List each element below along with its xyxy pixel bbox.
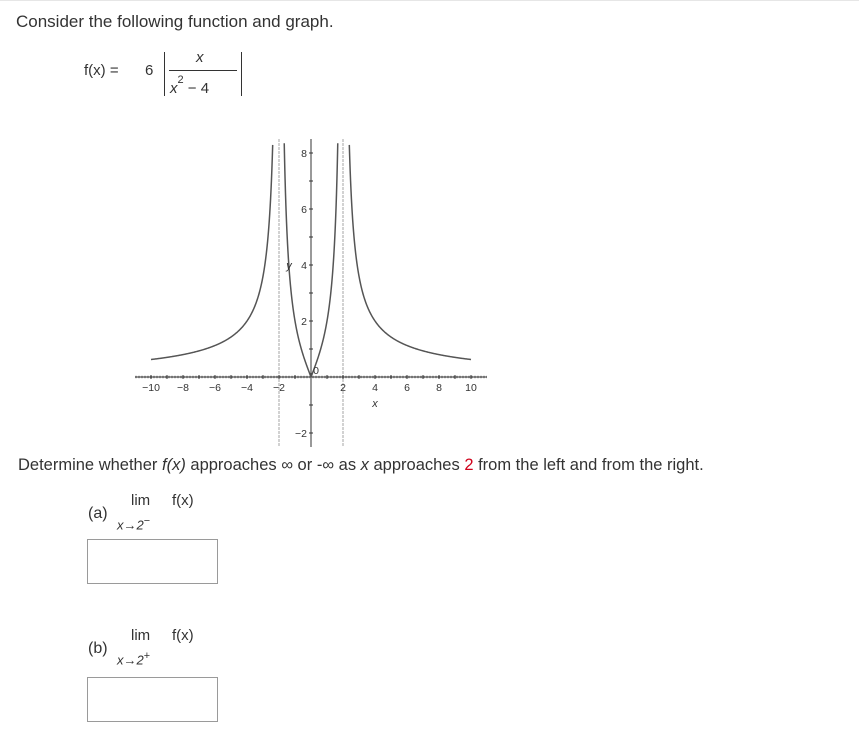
part-a-direction: − [143,515,151,527]
graph-axes [135,139,487,447]
function-lhs: f(x) = [84,62,119,79]
x-tick-label: 2 [340,382,346,394]
part-a-fx: f(x) [172,492,194,509]
x-tick-label: 6 [404,382,410,394]
denominator-base: x [170,80,178,97]
function-graph [142,115,498,445]
x-tick-label: −6 [209,382,221,394]
x-tick-label: 0 [313,365,319,377]
question-value: 2 [464,456,474,474]
part-b-answer-input[interactable] [87,677,218,722]
denominator-rest: − 4 [183,80,210,97]
x-tick-label: −2 [273,382,285,394]
abs-bar-left [164,52,165,96]
question-middle2: approaches [368,456,465,474]
part-b-direction: + [143,650,151,662]
fraction-line [169,70,237,71]
y-tick-label: −2 [295,428,307,440]
part-b-sub: x→2+ [117,650,151,668]
x-tick-label: −8 [177,382,189,394]
x-tick-label: 4 [372,382,378,394]
x-tick-label: −10 [142,382,160,394]
question-after: from the left and from the right. [473,456,704,474]
curve-right-branch [349,145,471,360]
part-b-fx: f(x) [172,627,194,644]
function-denominator [170,74,210,97]
y-tick-label: 6 [301,204,307,216]
question-x: x [360,456,369,474]
x-tick-label: 10 [465,382,477,394]
function-numerator: x [196,49,204,66]
x-tick-label: −4 [241,382,253,394]
intro-text: Consider the following function and graph. [16,12,334,31]
part-b-lim: lim [131,627,151,644]
y-tick-label: 8 [301,148,307,160]
x-axis-label: x [372,398,378,410]
part-a-sub: x→2− [117,515,151,533]
part-b-label: (b) [88,640,108,657]
question-fx: f(x) [161,456,186,474]
top-divider [0,0,859,1]
y-tick-label: 2 [301,316,307,328]
question-text [18,456,704,475]
y-tick-label: 4 [301,260,307,272]
x-tick-label: 8 [436,382,442,394]
y-axis-label: y [286,260,292,272]
part-a-answer-input[interactable] [87,539,218,584]
abs-bar-right [241,52,242,96]
question-middle: approaches ∞ or -∞ as [185,456,361,474]
denominator-exponent: 2 [177,74,184,86]
part-a-label: (a) [88,505,108,522]
graph-labels [142,148,477,440]
part-a-lim: lim [131,492,151,509]
function-coefficient: 6 [145,62,154,79]
question-before: Determine whether [18,456,162,474]
curve-left-branch [151,145,273,360]
